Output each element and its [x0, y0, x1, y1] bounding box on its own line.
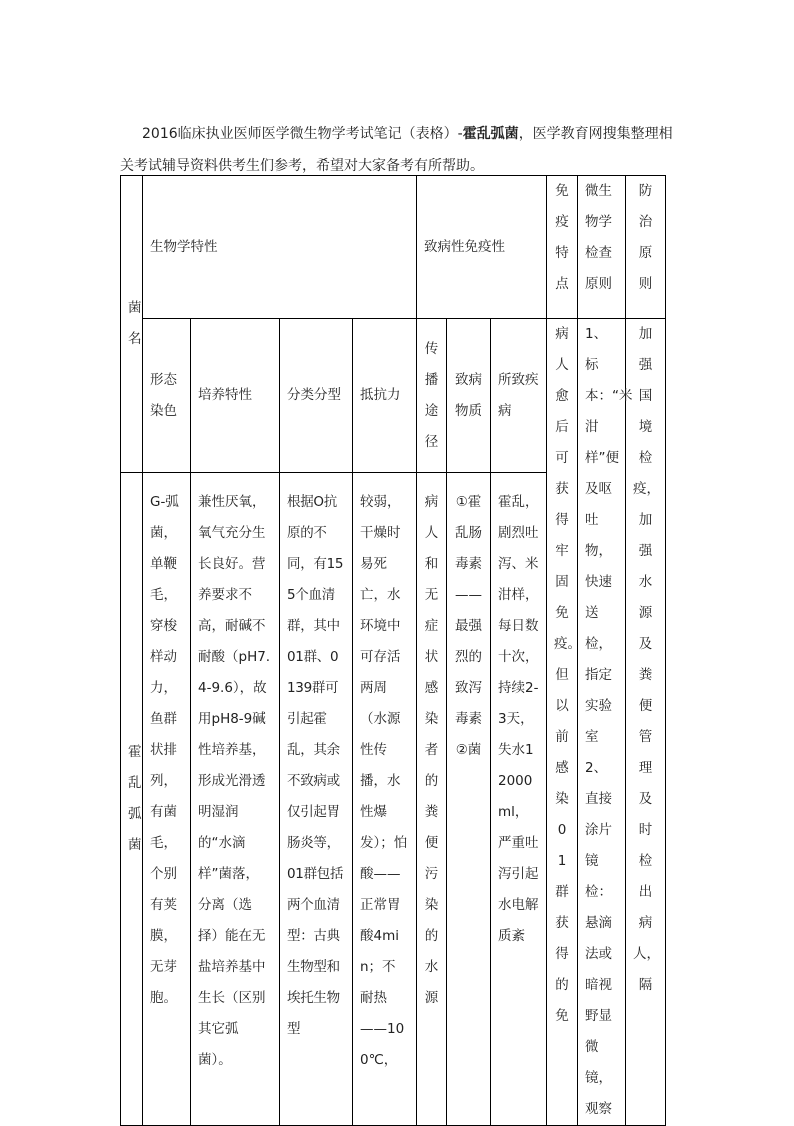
- header-pathogen-substance: 致病物质: [447, 319, 491, 473]
- intro-paragraph: [120, 118, 680, 182]
- cell-classification: 根据O抗原的不同，有155个血清群，其中01群、0139群可引起霍乱，其余不致病或仅引起胃肠炎等，01群包括两个血清型：古典生物型和埃托生物型: [280, 473, 353, 1126]
- cell-disease: 霍乱，剧烈吐泻、米泔样，每日数十次，持续2-3天，失水12000ml，严重吐泻引起水电解质紊: [491, 473, 547, 1126]
- header-prevention: 防治原则: [626, 176, 666, 319]
- cell-pathogen-substance: ①霍乱肠毒素——最强烈的致泻毒素②菌: [447, 473, 491, 1126]
- header-biology: 生物学特性: [143, 176, 417, 319]
- cell-transmission: 病人和无症状感染者的粪便污染的水源: [417, 473, 447, 1126]
- header-disease: 所致疾病: [491, 319, 547, 473]
- header-culture: 培养特性: [191, 319, 280, 473]
- cell-morphology: G-弧菌，单鞭毛，穿梭样动力，鱼群状排列，有菌毛，个别有荚膜，无芽胞。: [143, 473, 191, 1126]
- intro-highlight: 霍乱弧菌: [462, 126, 519, 142]
- header-row-2: [121, 319, 666, 473]
- cell-name: 霍乱弧菌: [121, 473, 143, 1126]
- intro-lead: 2016临床执业医师医学微生物学考试笔记（表格）-: [142, 126, 463, 142]
- header-immunity: 免疫特点: [547, 176, 578, 319]
- header-bacteria-name: 菌名: [121, 176, 143, 473]
- header-transmission: 传播途径: [417, 319, 447, 473]
- notes-table: [120, 175, 666, 1126]
- header-classification: 分类分型: [280, 319, 353, 473]
- header-pathogenicity: 致病性免疫性: [417, 176, 547, 319]
- cell-micro-exam: 1、标本：“米泔样”便及呕吐物，快速送检，指定实验室2、直接涂片镜检：悬滴法或暗视野显微镜，观察: [578, 319, 626, 1126]
- cell-prevention: 加强国境检疫，加强水源及粪便管理及时检出病人，隔: [626, 319, 666, 1126]
- intro-tail: ，医学教育网搜集整理相关考试辅导资料供考生们参考，希望对大家备考有所帮助。: [120, 126, 673, 174]
- header-row-1: [121, 176, 666, 319]
- cell-immunity: 病人愈后可获得牢固免疫。但以前感染01群获得的免: [547, 319, 578, 1126]
- cell-resistance: 较弱，干燥时易死亡，水环境中可存活两周（水源性传播，水性爆发）；怕酸——正常胃酸4min；不耐热——100℃，: [353, 473, 417, 1126]
- header-resistance: 抵抗力: [353, 319, 417, 473]
- header-morphology: 形态染色: [143, 319, 191, 473]
- cell-culture: 兼性厌氧，氧气充分生长良好。营养要求不高，耐碱不耐酸（pH7.4-9.6），故用pH8-9碱性培养基，形成光滑透明湿润的“水滴样”菌落，分离（选择）能在无盐培养基中生长（区别其它弧菌）。: [191, 473, 280, 1126]
- header-micro-exam: 微生物学检查原则: [578, 176, 626, 319]
